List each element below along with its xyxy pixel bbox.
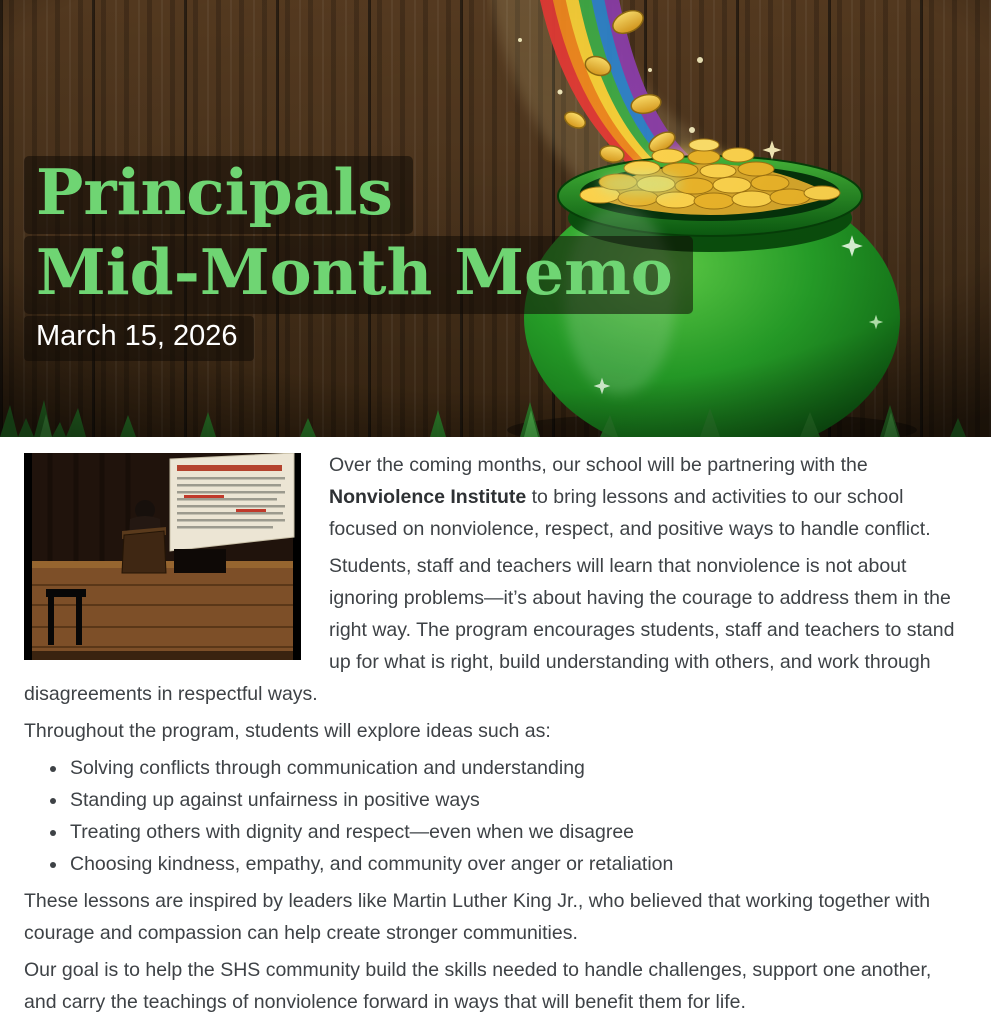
explore-ideas-list (24, 752, 967, 880)
article-body (0, 437, 991, 1018)
list-item: • Solving conflicts through communication and understanding (68, 752, 967, 784)
auditorium-photo-graphic (24, 453, 301, 660)
paragraph-goal: Our goal is to help the SHS community build the skills needed to handle challenges, support one another, and carry the teachings of nonviolence forward in ways that will benefit them for life. (24, 959, 932, 1013)
paragraph-intro-text-2: to bring lessons and activities to our school focused on nonviolence, respect, and positive ways to handle conflict. (329, 486, 931, 540)
nonviolence-institute-name: Nonviolence Institute (329, 486, 527, 508)
page-title-line2: Mid-Month Memo (24, 236, 693, 314)
memo-date: March 15, 2026 (24, 316, 254, 361)
list-item: • Choosing kindness, empathy, and community over anger or retaliation (68, 848, 967, 880)
list-item: • Treating others with dignity and respect—even when we disagree (68, 816, 967, 848)
paragraph-inspiration: These lessons are inspired by leaders like Martin Luther King Jr., who believed that working together with courage and compassion can help create stronger communities. (24, 890, 931, 944)
article-photo[interactable] (24, 453, 301, 660)
list-item: • Standing up against unfairness in positive ways (68, 784, 967, 816)
paragraph-program: Students, staff and teachers will learn that nonviolence is not about ignoring problems—it’s about having the courage to address them in the right way. The program encourages students, staff and teachers to stand up for what is right, build understanding with others, and work through disagreements in respectful ways. (24, 555, 955, 705)
hero-banner (0, 0, 991, 437)
paragraph-intro-text-1: Over the coming months, our school will be partnering with the (329, 454, 868, 476)
hero-text-block (24, 156, 693, 361)
paragraph-explore-intro: Throughout the program, students will explore ideas such as: (24, 720, 551, 742)
page-title-line1: Principals (24, 156, 413, 234)
